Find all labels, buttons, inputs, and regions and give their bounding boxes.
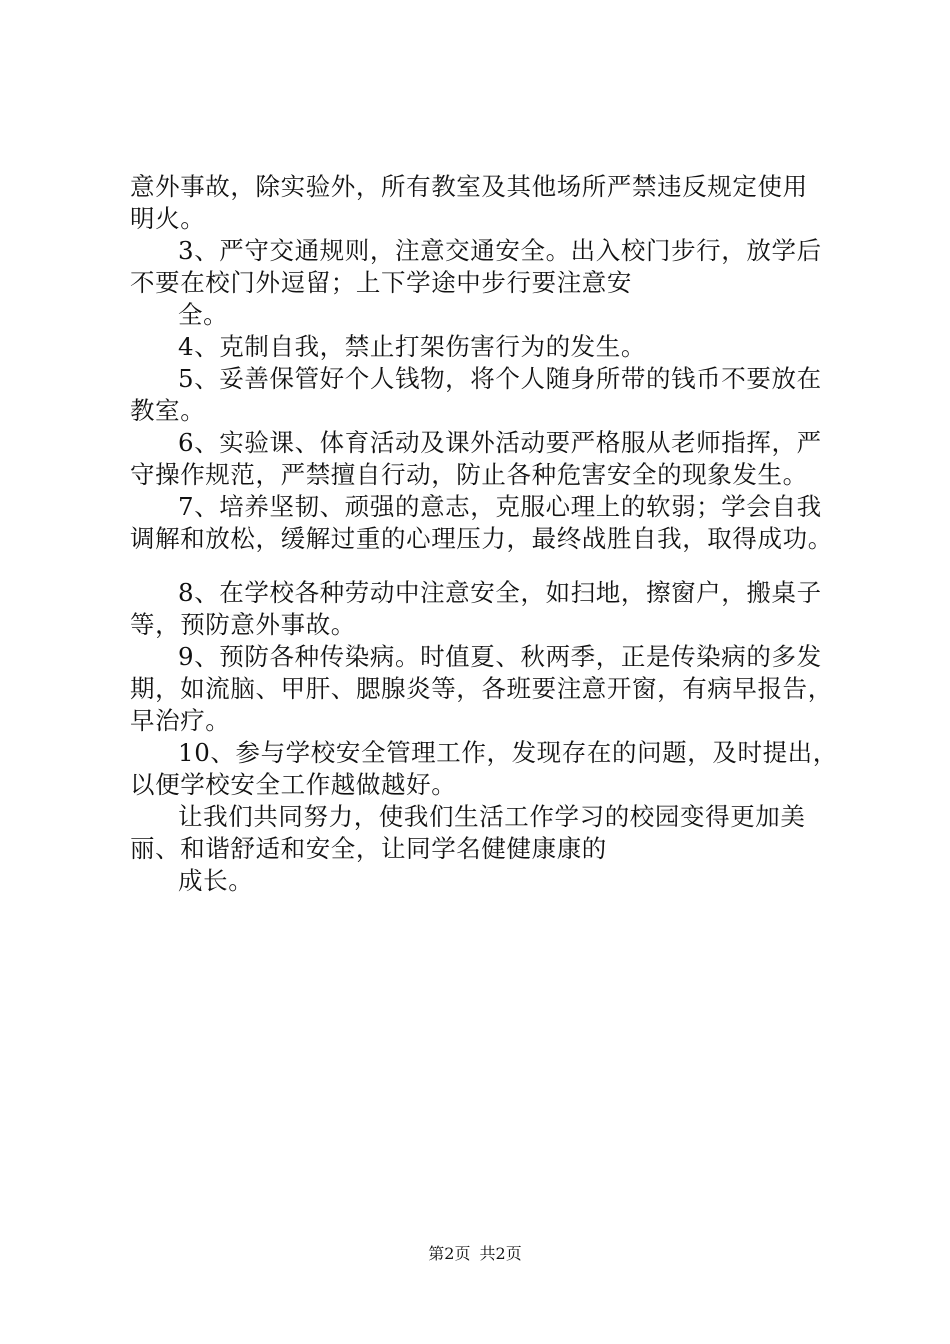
text-line: 不要在校门外逗留；上下学途中步行要注意安	[130, 268, 632, 297]
text-line: 让我们共同努力，使我们生活工作学习的校园变得更加美	[178, 802, 806, 831]
text-line: 9、预防各种传染病。时值夏、秋两季，正是传染病的多发	[178, 642, 822, 671]
paragraph-gap	[130, 555, 850, 577]
text-line: 5、妥善保管好个人钱物，将个人随身所带的钱币不要放在	[178, 364, 822, 393]
text-line: 全。	[178, 300, 229, 329]
text-line: 等，预防意外事故。	[130, 610, 356, 639]
text-line: 明火。	[130, 204, 206, 233]
text-line: 4、克制自我，禁止打架伤害行为的发生。	[178, 332, 646, 361]
text-line: 期，如流脑、甲肝、腮腺炎等，各班要注意开窗，有病早报告，	[130, 674, 833, 703]
text-line: 丽、和谐舒适和安全，让同学名健健康康的	[130, 834, 607, 863]
page-footer	[0, 1244, 950, 1264]
text-line: 10、参与学校安全管理工作，发现存在的问题，及时提出，	[178, 738, 838, 767]
text-line: 3、严守交通规则，注意交通安全。出入校门步行，放学后	[178, 236, 822, 265]
text-line: 早治疗。	[130, 706, 231, 735]
text-line: 6、实验课、体育活动及课外活动要严格服从老师指挥，严	[178, 428, 822, 457]
text-line: 调解和放松，缓解过重的心理压力，最终战胜自我，取得成功。	[130, 524, 833, 553]
text-line: 守操作规范，严禁擅自行动，防止各种危害安全的现象发生。	[130, 460, 808, 489]
text-line: 8、在学校各种劳动中注意安全，如扫地，擦窗户，搬桌子	[178, 578, 822, 607]
text-line: 意外事故，除实验外，所有教室及其他场所严禁违反规定使用	[130, 172, 808, 201]
text-line: 成长。	[178, 866, 254, 895]
text-line: 以便学校安全工作越做越好。	[130, 770, 457, 799]
text-line: 7、培养坚韧、顽强的意志，克服心理上的软弱；学会自我	[178, 492, 822, 521]
page-number: 第2页	[428, 1244, 471, 1263]
document-body	[130, 171, 850, 897]
page-total: 共2页	[479, 1244, 522, 1263]
text-line: 教室。	[130, 396, 206, 425]
